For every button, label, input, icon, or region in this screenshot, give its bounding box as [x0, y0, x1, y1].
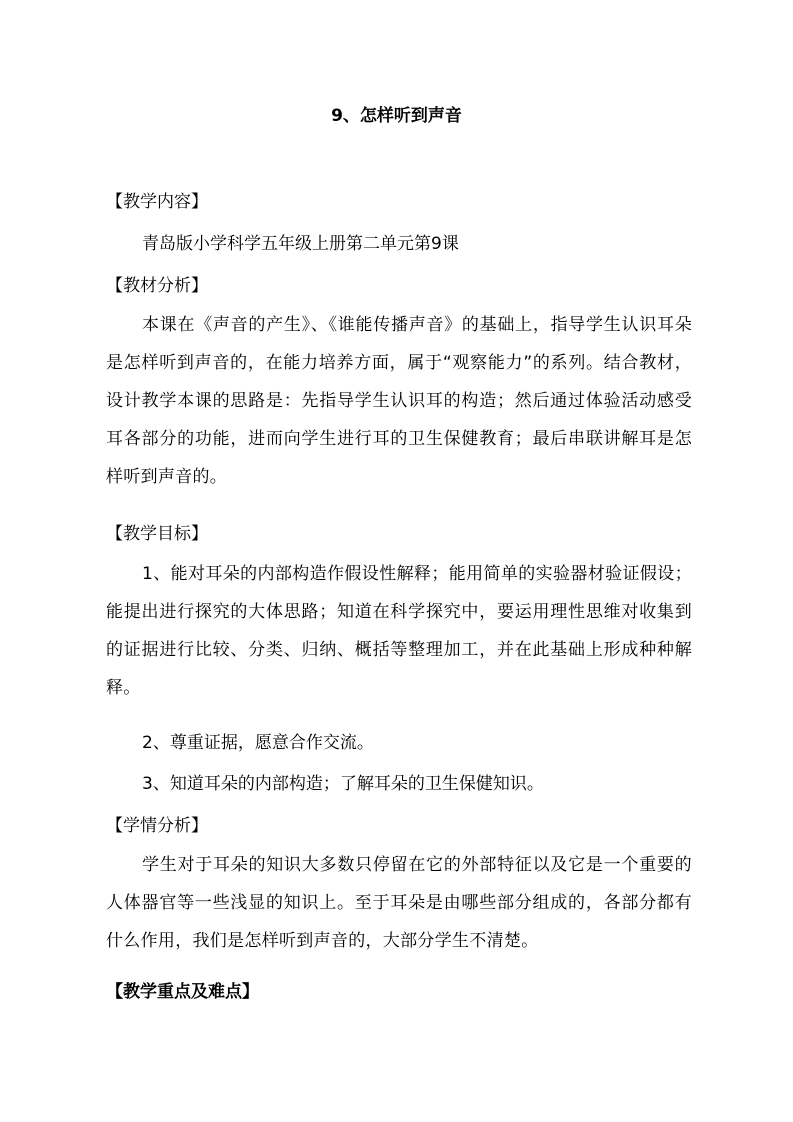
objective-paragraph-3: 3、知道耳朵的内部构造；了解耳朵的卫生保健知识。 — [142, 774, 544, 794]
section-heading-content: 【教学内容】 — [106, 192, 208, 212]
student-analysis-block — [106, 846, 692, 960]
page-title: 9、怎样听到声音 — [331, 106, 462, 126]
section-heading-textbook-analysis: 【教材分析】 — [106, 276, 208, 296]
content-paragraph: 青岛版小学科学五年级上册第二单元第9课 — [142, 234, 459, 254]
objective-paragraph-2: 2、尊重证据，愿意合作交流。 — [142, 733, 374, 753]
section-heading-student-analysis: 【学情分析】 — [106, 816, 208, 836]
objectives-block — [106, 555, 692, 707]
objective-paragraph-1: 1、能对耳朵的内部构造作假设性解释；能用简单的实验器材验证假设；能提出进行探究的大体思路；知道在科学探究中，要运用理性思维对收集到的证据进行比较、分类、归纳、概括等整理加工，并在此基础上形成种种解释。 — [106, 564, 692, 698]
textbook-analysis-paragraph: 本课在《声音的产生》、《谁能传播声音》的基础上，指导学生认识耳朵是怎样听到声音的，在能力培养方面，属于“观察能力”的系列。结合教材，设计教学本课的思路是：先指导学生认识耳的构造；然后通过体验活动感受耳各部分的功能，进而向学生进行耳的卫生保健教育；最后串联讲解耳是怎样听到声音的。 — [106, 315, 692, 487]
student-analysis-paragraph: 学生对于耳朵的知识大多数只停留在它的外部特征以及它是一个重要的人体器官等一些浅显的知识上。至于耳朵是由哪些部分组成的，各部分都有什么作用，我们是怎样听到声音的，大部分学生不清楚。 — [106, 855, 692, 951]
section-heading-key-points: 【教学重点及难点】 — [106, 982, 259, 1002]
textbook-analysis-block — [106, 306, 692, 496]
section-heading-objectives: 【教学目标】 — [106, 524, 208, 544]
